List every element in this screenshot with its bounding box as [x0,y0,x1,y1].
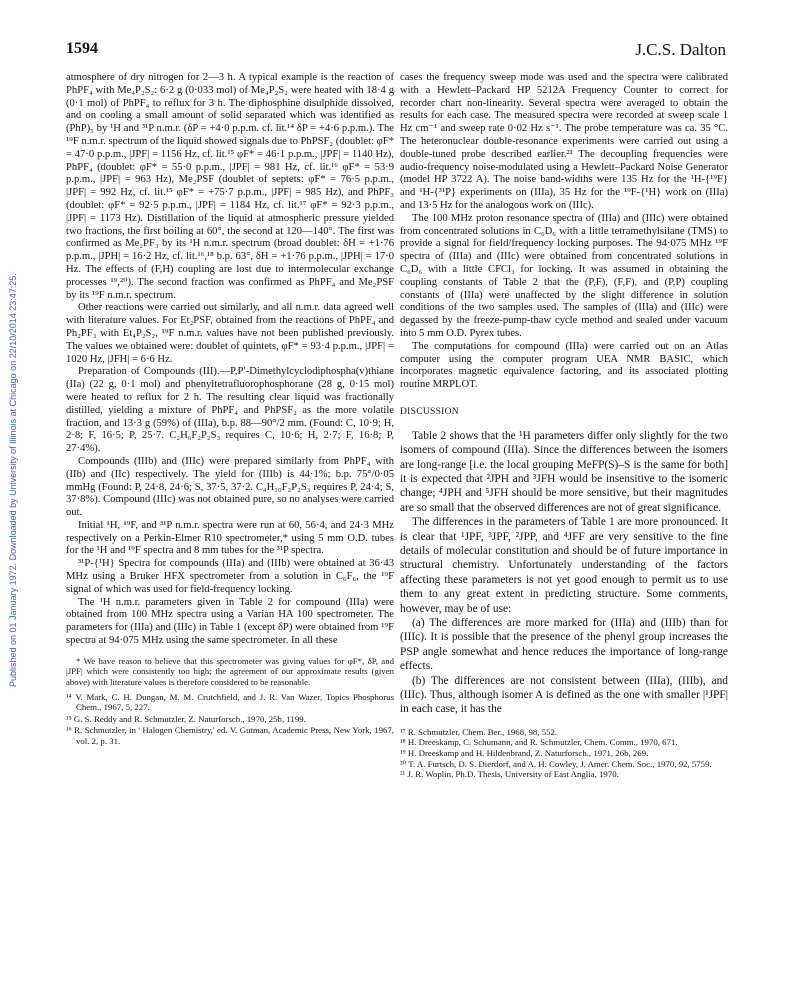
reference: ¹⁶ R. Schmutzler, in ' Halogen Chemistry,' ed. V. Gutman, Academic Press, New York, 1967, vol. 2, p. 31. [66,725,394,747]
reference: ¹⁸ H. Dreeskamp, C. Schumann, and R. Schmutzler, Chem. Comm., 1970, 671. [400,737,678,748]
body-paragraph: The computations for compound (IIIa) were carried out on an Atlas computer using the computer program UEA NMR BASIC, which incorporates magnetic equivalence factoring, and its associated plotting routine MRPLOT. [400,340,728,391]
body-paragraph: cases the frequency sweep mode was used and the spectra were calibrated with a Hewlett–Packard HP 5212A Frequency Counter to correct for recorder chart non-linearity. Several spectra were averaged to obtain the results for each case. The measured spectra were recorded at sweep scale 1 Hz cm⁻¹ and sweep rate 0·02 Hz s⁻¹. The probe temperature was ca. 35 °C. The heteronuclear double-resonance experiments were carried out using a double-tuned probe described earlier.²¹ The decoupling frequencies were audio-frequency noise-modulated using a Hewlett–Packard Noise Generator (model HP 3722 A). The noise band-widths were 135 Hz for the ¹H-{¹⁹F} and ¹H-{³¹P} experiments on (IIIa), 35 Hz for the ¹⁹F-{¹H} work on (IIIa) and 13·5 Hz for the analogous work on (IIIc). [400,72,728,211]
footnote: * We have reason to believe that this spectrometer was giving values for φF*, δP, and |JPF| which were consistently too high; the agreement of our approximate results (given above) with literature values is therefore considered to be reasonable. [66,655,394,688]
discussion [400,429,728,717]
body-paragraph: The 100 MHz proton resonance spectra of (IIIa) and (IIIc) were obtained from concentrated solutions in C₆D₆ with a little tetramethylsilane (TMS) to provide a signal for field/frequency locking purposes. The 94·075 MHz ¹⁹F spectra of (IIIa) and (IIIc) were obtained from concentrated solutions in C₆D₆ with a little CFCl₃ for locking. It was assumed in obtaining the coupling constants of Table 2 that the (P,F), (F,F), and (P,P) coupling constants of (IIIa) were unaffected by the slight difference in solution conditions of the two samples used. The samples of (IIIa) and (IIIc) were degassed by the freeze-pump-thaw cycle method and sealed under vacuum into 5 mm O.D. Pyrex tubes. [400,212,728,339]
download-watermark: Published on 01 January 1972. Downloaded by University of Illinois at Chicago on 22/10/2014 23:47:25. [8,273,18,687]
body-paragraph: Compounds (IIIb) and (IIIc) were prepared similarly from PhPF₄ with (IIb) and (IIc) respectively. The yield for (IIIb) is 44·1%; b.p. 75°/0·05 mmHg (Found: P, 24·8, 24·6; S, 37·5, 37·2. C₄H₁₀F₂P₂S₃ requires P, 24·4; S, 37·8%). Compound (IIIc) was not obtained pure, so no analyses were carried out. [66,455,394,519]
footnotes [66,656,394,747]
body-paragraph: (b) The differences are not consistent between (IIIa), (IIIb), and (IIIc). Thus, although isomer A is defined as the one with smaller |¹JPF| in each case, it has the [400,674,728,716]
page-number: 1594 [66,40,98,57]
body-paragraph: The differences in the parameters of Table 1 are more pronounced. It is clear that ¹JPF, ³JPF, ²JPP, and ⁴JFF are very sensitive to the fine details of molecular constitution and should be of future importance in structural chemistry. Unfortunately understanding of the factors affecting these parameters is not yet good enough to permit us to use them to any great extent in predicting structure. Some comments, however, may be of use: [400,516,728,615]
body-paragraph: The ¹H n.m.r. parameters given in Table 2 for compound (IIIa) were obtained from 100 MHz spectra using a Varian HA 100 spectrometer. The parameters for (IIIa) and (IIIc) in Table 1 (except δP) were obtained from ¹⁹F spectra at 94·075 MHz using the same spectrometer. In all these [66,596,394,647]
reference: ²⁰ T. A. Furtsch, D. S. Dierdorf, and A. H. Cowley, J. Amer. Chem. Soc., 1970, 92, 5759. [400,758,712,769]
reference: ¹⁹ H. Dreeskamp and H. Hildenbrand, Z. Naturforsch., 1971, 26b, 269. [400,748,649,759]
body-paragraph: ³¹P-{¹H} Spectra for compounds (IIIa) and (IIIb) were obtained at 36·43 MHz using a Bruker HFX spectrometer from a solution in C₆F₆, the ¹⁹F signal of which was used for field-frequency locking. [66,558,394,595]
page-header [66,40,726,64]
left-column [66,72,394,748]
body-paragraph: Table 2 shows that the ¹H parameters differ only slightly for the two isomers of compound (IIIa). Since the differences between the isomers are long-range [i.e. the local grouping MeFP(S)–S is the same for both] it is expected that ²JPH and ³JFH would be insensitive to the isomeric change; ⁴JPH and ⁵JFH should be more sensitive, but their magnitudes are so small that the observed differences are not of great significance. [400,429,728,514]
body-paragraph: (a) The differences are more marked for (IIIa) and (IIIb) than for (IIIc). It is possible that the presence of the phenyl group increases the PSP angle somewhat and hence reduces the importance of long-range effects. [400,617,728,673]
reference: ¹⁷ R. Schmutzler, Chem. Ber., 1968, 98, 552. [400,726,558,737]
journal-name: J.C.S. Dalton [635,40,726,59]
body-paragraph: atmosphere of dry nitrogen for 2—3 h. A typical example is the reaction of PhPF₄ with Me₄P₂S₂: 6·2 g (0·033 mol) of Me₄P₂S₂ were heated with 18·4 g (0·1 mol) of PhPF₄ to reflux for 3 h. The diphosphine disulphide dissolved, and on cooling a small amount of solid separated which was identified as (PhP)₅ by ¹H and ³¹P n.m.r. (δP = +4·0 p.p.m. cf. lit.¹⁴ δP = +4·6 p.p.m.). The ¹⁹F n.m.r. spectrum of the liquid showed signals due to PhPSF₂ (doublet: φF* = 47·0 p.p.m., |JPF| = 1156 Hz, cf. lit.¹⁵ φF* = 46·1 p.p.m., |JPF| = 1140 Hz), PhPF₄ (doublet: φF* = 55·0 p.p.m., |JPF| = 981 Hz, cf. lit.¹⁶ φF* = 53·9 p.p.m., |JPF| = 963 Hz), Me₂PSF (doublet of septets: φF* = 76·5 p.p.m., |JPF| = 992 Hz, cf. lit.¹⁵ φF* = +75·7 p.p.m., |JPF| = 985 Hz), and PhPF₃ (doublet: φF* = 92·5 p.p.m., |JPF| = 1184 Hz, cf. lit.¹⁷ φF* = 92·3 p.p.m., |JPF| = 1173 Hz). Distillation of the liquid at atmospheric pressure yielded two fractions, the first boiling at 60°, the second at 120—140°. The first was confirmed as Me₂PF₃ by its ¹H n.m.r. spectrum (broad doublet: δH = +1·76 p.p.m., |JPH| = 16·2 Hz, cf. lit.¹⁶,¹⁸ b.p. 63°, δH = +1·76 p.p.m., |JPH| = 17·0 Hz. The effects of (F,H) coupling are lost due to intermolecular exchange processes ¹⁹,²⁰). The second fraction was confirmed as PhPF₄ and Me₂PSF by its ¹⁹F n.m.r. spectrum. [66,72,394,301]
reference: ¹⁴ V. Mark, C. H. Dungan, M. M. Crutchfield, and J. R. Van Wazer, Topics Phosphorus Chem., 1967, 5, 227. [66,691,394,713]
body-paragraph: Other reactions were carried out similarly, and all n.m.r. data agreed well with literature values. For Et₂PSF, obtained from the reactions of PhPF₄ and Ph₂PF₃ with Et₄P₂S₂, ¹⁹F n.m.r. values have not been published previously. The values we obtained were: doublet of quintets, φF* = 93·4 p.p.m., |JPF| = 1020 Hz, |JFH| = 6·6 Hz. [66,302,394,365]
reference: ²¹ J. R. Woplin, Ph.D. Thesis, University of East Anglia, 1970. [400,769,619,780]
body-paragraph: Initial ¹H, ¹⁹F, and ³¹P n.m.r. spectra were run at 60, 56·4, and 24·3 MHz respectively on a Perkin-Elmer R10 spectrometer,* using 5 mm O.D. tubes for the ¹H and ¹⁹F spectra and 8 mm tubes for the ³¹P spectra. [66,519,394,557]
section-heading: DISCUSSION [400,406,459,417]
right-column [400,72,728,780]
references [400,727,728,780]
body-paragraph: Preparation of Compounds (III).—P,P′-Dimethylcyclodiphospha(v)thiane (IIa) (22 g, 0·1 mol) and phenyltetrafluorophosphorane (28 g, 0·15 mol) were heated to reflux for 2 h. The resulting clear liquid was fractionally distilled, yielding a mixture of PhPF₄ and PhPSF₂ as the more volatile fraction, and 13·3 g (59%) of (IIIa), b.p. 88—90°/2 mm. (Found: C, 10·9; H, 2·8; F, 16·5; P, 25·7. C₂H₆F₂P₂S₃ requires C, 10·6; H, 2·7; F, 16·8; P, 27·4%). [66,366,394,455]
reference: ¹⁵ G. S. Reddy and R. Schmutzler, Z. Naturforsch., 1970, 25b, 1199. [66,713,306,724]
